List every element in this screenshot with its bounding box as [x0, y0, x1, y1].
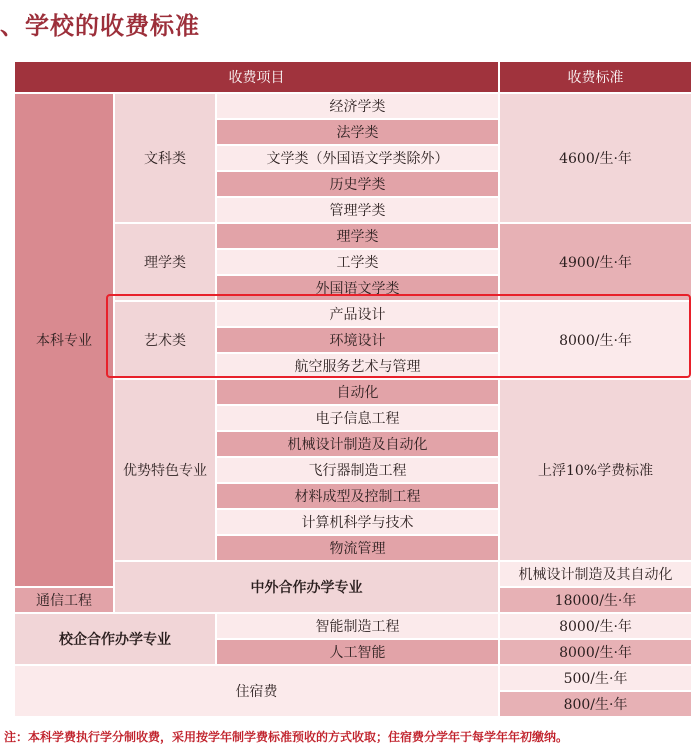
header-fee: 收费标准	[499, 61, 692, 93]
major-cell: 历史学类	[216, 171, 499, 197]
major-cell: 文学类（外国语文学类除外）	[216, 145, 499, 171]
major-cell: 人工智能	[216, 639, 499, 665]
major-cell: 通信工程	[14, 587, 114, 613]
major-cell: 机械设计制造及自动化	[216, 431, 499, 457]
major-cell: 管理学类	[216, 197, 499, 223]
arts-label: 艺术类	[114, 301, 216, 379]
fee-cell: 8000/生·年	[499, 301, 692, 379]
major-cell: 计算机科学与技术	[216, 509, 499, 535]
major-cell: 环境设计	[216, 327, 499, 353]
major-cell: 物流管理	[216, 535, 499, 561]
major-cell: 法学类	[216, 119, 499, 145]
fee-cell: 800/生·年	[499, 691, 692, 717]
major-cell: 材料成型及控制工程	[216, 483, 499, 509]
featured-label: 优势特色专业	[114, 379, 216, 561]
major-cell: 电子信息工程	[216, 405, 499, 431]
header-item: 收费项目	[14, 61, 499, 93]
fee-cell: 18000/生·年	[499, 587, 692, 613]
major-cell: 工学类	[216, 249, 499, 275]
arts-highlight-box	[106, 294, 691, 378]
fee-cell: 500/生·年	[499, 665, 692, 691]
fee-cell: 8000/生·年	[499, 639, 692, 665]
major-cell: 外国语文学类	[216, 275, 499, 301]
footnote: 注：本科学费执行学分制收费，采用按学年制学费标准预收的方式收取；住宿费分学年于每学年年初缴纳。	[4, 730, 569, 744]
major-cell: 自动化	[216, 379, 499, 405]
fee-cell: 4600/生·年	[499, 93, 692, 223]
major-cell: 产品设计	[216, 301, 499, 327]
fee-cell: 4900/生·年	[499, 223, 692, 301]
major-cell: 智能制造工程	[216, 613, 499, 639]
liberal-arts-label: 文科类	[114, 93, 216, 223]
fee-cell: 8000/生·年	[499, 613, 692, 639]
major-cell: 机械设计制造及其自动化	[499, 561, 692, 587]
undergrad-label: 本科专业	[14, 93, 114, 587]
sino-foreign-label: 中外合作办学专业	[114, 561, 499, 613]
school-enterprise-label: 校企合作办学专业	[14, 613, 216, 665]
fee-cell: 上浮10%学费标准	[499, 379, 692, 561]
major-cell: 飞行器制造工程	[216, 457, 499, 483]
dorm-label: 住宿费	[14, 665, 499, 717]
major-cell: 理学类	[216, 223, 499, 249]
major-cell: 航空服务艺术与管理	[216, 353, 499, 379]
science-label: 理学类	[114, 223, 216, 301]
major-cell: 经济学类	[216, 93, 499, 119]
page-title: 、学校的收费标准	[0, 12, 200, 40]
fee-table	[13, 60, 693, 718]
